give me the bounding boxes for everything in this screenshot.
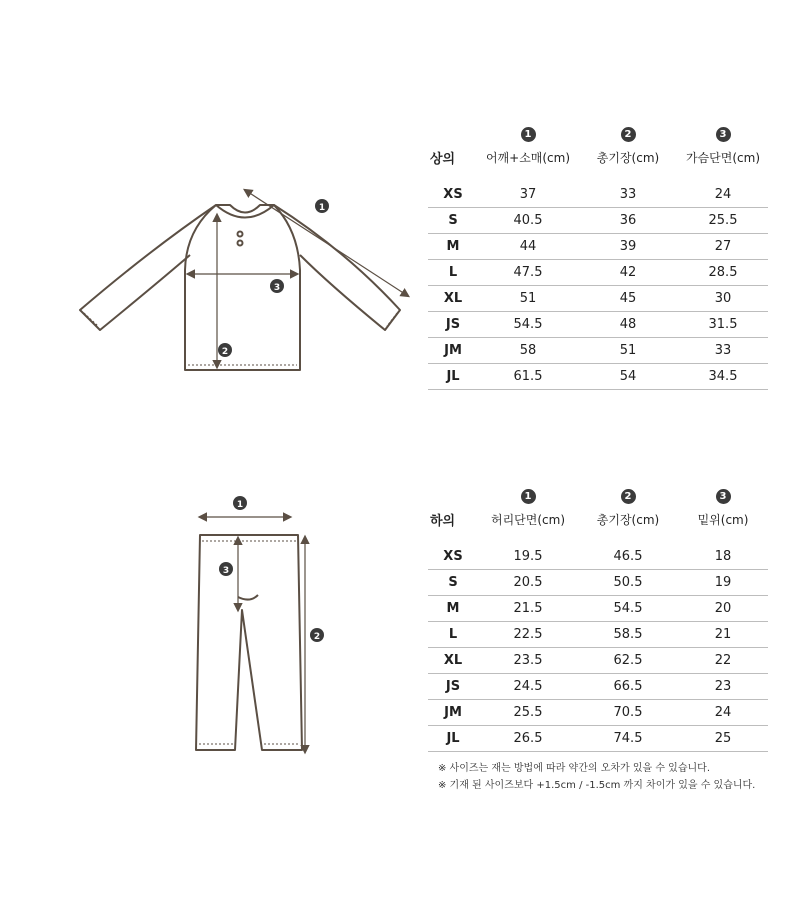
value-cell: 37 (478, 182, 578, 208)
value-cell: 40.5 (478, 208, 578, 234)
svg-text:1: 1 (318, 203, 326, 213)
column-header: 총기장(cm) (596, 150, 660, 165)
note-line: ※ 기재 된 사이즈보다 +1.5cm / -1.5cm 까지 차이가 있을 수 있습니다. (438, 780, 756, 791)
table-row (428, 208, 768, 234)
value-cell: 42 (578, 260, 678, 286)
table-row (428, 622, 768, 648)
value-cell: 22.5 (478, 622, 578, 648)
svg-text:2: 2 (221, 347, 229, 357)
column-header: 밑위(cm) (697, 512, 749, 527)
bottom-garment-diagram (180, 485, 360, 765)
table-row (428, 182, 768, 208)
top-size-table (428, 118, 768, 390)
size-cell: JS (428, 674, 478, 700)
value-cell: 18 (678, 544, 768, 570)
column-header: 어깨+소매(cm) (485, 150, 571, 165)
value-cell: 23 (678, 674, 768, 700)
size-cell: M (428, 596, 478, 622)
table-row (428, 234, 768, 260)
size-cell: JS (428, 312, 478, 338)
value-cell: 33 (578, 182, 678, 208)
value-cell: 26.5 (478, 726, 578, 752)
value-cell: 54.5 (478, 312, 578, 338)
value-cell: 20.5 (478, 570, 578, 596)
value-cell: 70.5 (578, 700, 678, 726)
pants-icon (196, 535, 302, 750)
value-cell: 28.5 (678, 260, 768, 286)
svg-text:2: 2 (313, 632, 321, 642)
value-cell: 24.5 (478, 674, 578, 700)
column-header: 가슴단면(cm) (685, 150, 761, 165)
value-cell: 58 (478, 338, 578, 364)
value-cell: 51 (578, 338, 678, 364)
size-cell: XL (428, 648, 478, 674)
value-cell: 25.5 (478, 700, 578, 726)
value-cell: 34.5 (678, 364, 768, 390)
value-cell: 45 (578, 286, 678, 312)
size-cell: JM (428, 700, 478, 726)
value-cell: 47.5 (478, 260, 578, 286)
value-cell: 39 (578, 234, 678, 260)
marker-badge (233, 496, 247, 510)
table-row (428, 570, 768, 596)
value-cell: 19 (678, 570, 768, 596)
value-cell: 66.5 (578, 674, 678, 700)
marker-badge: 1 (521, 127, 536, 142)
value-cell: 36 (578, 208, 678, 234)
table-row (428, 312, 768, 338)
value-cell: 24 (678, 182, 768, 208)
value-cell: 27 (678, 234, 768, 260)
marker-badge (315, 199, 329, 213)
size-cell: XS (428, 182, 478, 208)
size-cell: S (428, 208, 478, 234)
table-row (428, 364, 768, 390)
size-cell: S (428, 570, 478, 596)
size-cell: XL (428, 286, 478, 312)
table-row (428, 260, 768, 286)
table-row (428, 726, 768, 752)
size-cell: L (428, 622, 478, 648)
svg-text:3: 3 (222, 566, 230, 576)
marker-badge: 3 (716, 127, 731, 142)
marker-badge (219, 562, 233, 576)
value-cell: 31.5 (678, 312, 768, 338)
marker-badge: 2 (621, 489, 636, 504)
table-row (428, 700, 768, 726)
size-cell: M (428, 234, 478, 260)
value-cell: 30 (678, 286, 768, 312)
size-cell: JL (428, 726, 478, 752)
marker-badge: 2 (621, 127, 636, 142)
table-row (428, 286, 768, 312)
value-cell: 22 (678, 648, 768, 674)
top-garment-diagram (60, 170, 430, 400)
value-cell: 23.5 (478, 648, 578, 674)
value-cell: 19.5 (478, 544, 578, 570)
value-cell: 54 (578, 364, 678, 390)
value-cell: 21.5 (478, 596, 578, 622)
long-sleeve-top-icon (80, 205, 400, 370)
table-row (428, 338, 768, 364)
value-cell: 44 (478, 234, 578, 260)
value-cell: 50.5 (578, 570, 678, 596)
marker-badge (310, 628, 324, 642)
svg-text:3: 3 (273, 283, 281, 293)
value-cell: 48 (578, 312, 678, 338)
value-cell: 25.5 (678, 208, 768, 234)
marker-badge: 1 (521, 489, 536, 504)
column-header: 허리단면(cm) (490, 512, 566, 527)
section-label: 상의 (430, 151, 456, 167)
section-label: 하의 (430, 513, 456, 529)
value-cell: 61.5 (478, 364, 578, 390)
table-row (428, 674, 768, 700)
column-header: 총기장(cm) (596, 512, 660, 527)
table-row (428, 596, 768, 622)
size-cell: L (428, 260, 478, 286)
note-line: ※ 사이즈는 재는 방법에 따라 약간의 오차가 있을 수 있습니다. (438, 763, 711, 774)
marker-badge (270, 279, 284, 293)
value-cell: 24 (678, 700, 768, 726)
marker-badge (218, 343, 232, 357)
size-cell: JM (428, 338, 478, 364)
value-cell: 62.5 (578, 648, 678, 674)
marker-badge: 3 (716, 489, 731, 504)
value-cell: 51 (478, 286, 578, 312)
value-cell: 25 (678, 726, 768, 752)
svg-text:1: 1 (236, 500, 244, 510)
size-cell: JL (428, 364, 478, 390)
bottom-size-table (428, 480, 768, 752)
value-cell: 21 (678, 622, 768, 648)
value-cell: 74.5 (578, 726, 678, 752)
value-cell: 20 (678, 596, 768, 622)
table-row (428, 544, 768, 570)
value-cell: 54.5 (578, 596, 678, 622)
table-row (428, 648, 768, 674)
size-cell: XS (428, 544, 478, 570)
value-cell: 58.5 (578, 622, 678, 648)
value-cell: 33 (678, 338, 768, 364)
notes (438, 760, 755, 794)
value-cell: 46.5 (578, 544, 678, 570)
